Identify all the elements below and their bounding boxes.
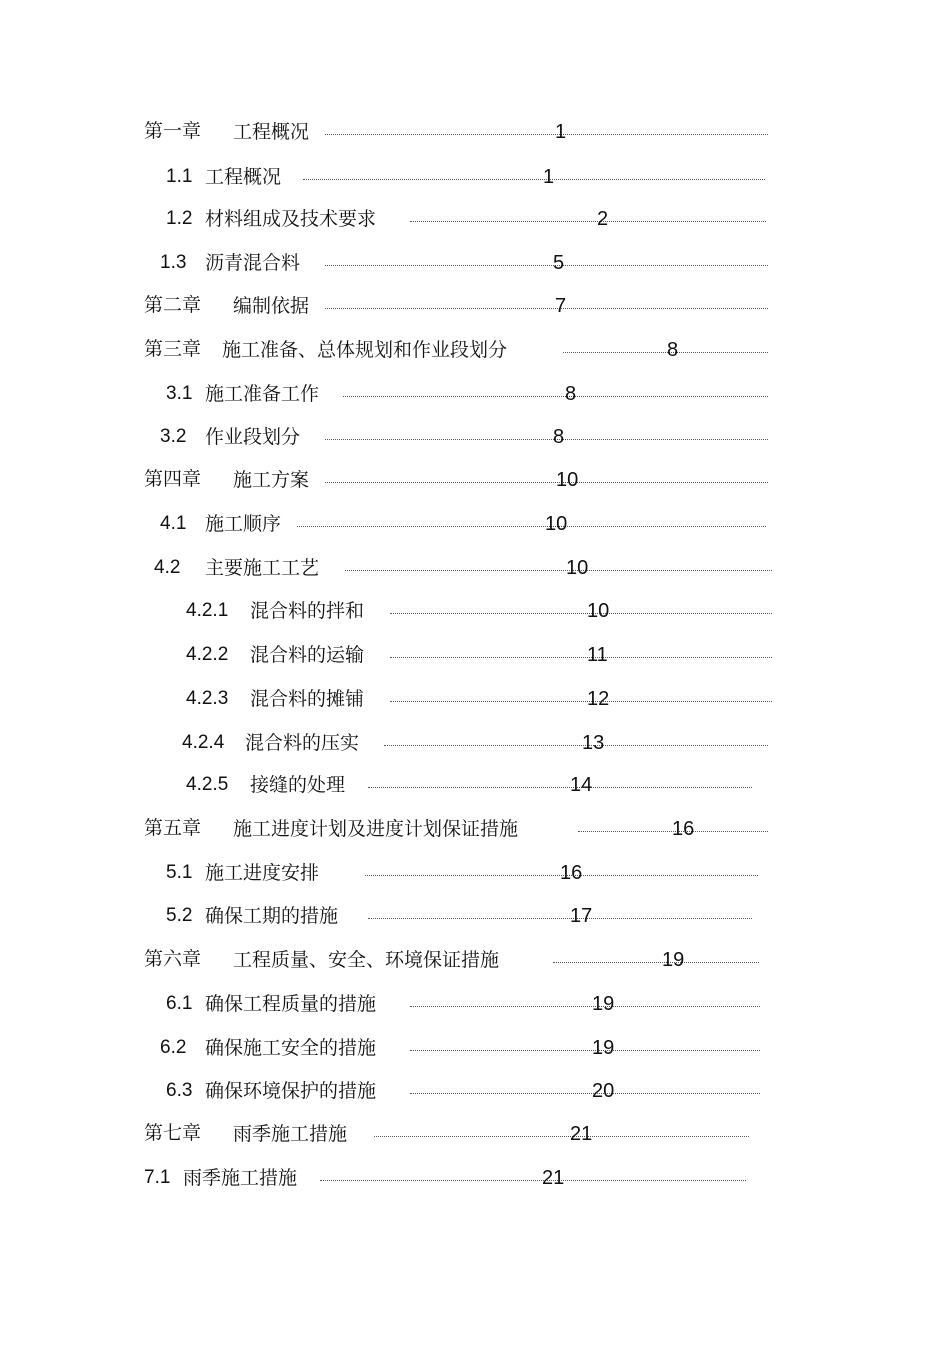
entry-number: 3.1 <box>166 383 193 404</box>
toc-entry <box>0 424 950 450</box>
entry-number: 3.2 <box>160 426 187 447</box>
entry-number: 第一章 <box>144 121 202 142</box>
entry-page: 10 <box>556 469 579 491</box>
toc-entry <box>0 642 950 668</box>
entry-page: 2 <box>597 208 609 230</box>
entry-number: 第三章 <box>144 339 202 360</box>
entry-number: 6.1 <box>166 993 193 1014</box>
toc-entry <box>0 119 950 145</box>
toc-entry <box>0 1035 950 1061</box>
entry-number: 第七章 <box>144 1123 202 1144</box>
dot-leader <box>325 439 768 440</box>
entry-title: 接缝的处理 <box>250 774 346 796</box>
entry-number: 第六章 <box>144 949 202 970</box>
entry-page: 14 <box>570 774 593 796</box>
entry-number: 1.3 <box>160 252 187 273</box>
entry-number: 第四章 <box>144 469 202 490</box>
toc-entry <box>0 991 950 1017</box>
dot-leader <box>410 221 766 222</box>
toc-entry <box>0 860 950 886</box>
entry-number: 4.2.3 <box>186 688 229 709</box>
entry-number: 7.1 <box>144 1167 171 1188</box>
toc-entry <box>0 686 950 712</box>
dot-leader <box>410 1050 760 1051</box>
entry-page: 10 <box>545 513 568 535</box>
toc-entry <box>0 903 950 929</box>
entry-title: 确保工期的措施 <box>205 905 339 927</box>
entry-page: 13 <box>582 732 605 754</box>
toc-entry <box>0 730 950 756</box>
entry-number: 6.2 <box>160 1037 187 1058</box>
toc-entry <box>0 598 950 624</box>
toc-entry <box>0 250 950 276</box>
entry-number: 5.2 <box>166 905 193 926</box>
entry-title: 确保施工安全的措施 <box>205 1037 377 1059</box>
entry-number: 6.3 <box>166 1080 193 1101</box>
dot-leader <box>325 482 768 483</box>
entry-number: 1.2 <box>166 208 193 229</box>
entry-page: 21 <box>570 1123 593 1145</box>
toc-entry <box>0 1165 950 1191</box>
toc-entry <box>0 467 950 493</box>
entry-number: 第五章 <box>144 818 202 839</box>
entry-title: 工程质量、安全、环境保证措施 <box>233 949 500 971</box>
entry-page: 19 <box>592 1037 615 1059</box>
entry-title: 工程概况 <box>205 166 282 188</box>
dot-leader <box>345 570 772 571</box>
toc-entry <box>0 164 950 190</box>
entry-title: 混合料的摊铺 <box>250 688 365 710</box>
entry-number: 4.2.5 <box>186 774 229 795</box>
entry-title: 施工方案 <box>233 469 310 491</box>
entry-number: 5.1 <box>166 862 193 883</box>
dot-leader <box>563 352 768 353</box>
entry-number: 1.1 <box>166 166 193 187</box>
entry-title: 确保工程质量的措施 <box>205 993 377 1015</box>
entry-number: 4.2.1 <box>186 600 229 621</box>
entry-title: 编制依据 <box>233 295 310 317</box>
dot-leader <box>325 265 768 266</box>
dot-leader <box>325 134 768 135</box>
entry-title: 施工顺序 <box>205 513 282 535</box>
entry-page: 16 <box>672 818 695 840</box>
dot-leader <box>368 787 752 788</box>
entry-title: 施工进度计划及进度计划保证措施 <box>233 818 519 840</box>
dot-leader <box>320 1180 746 1181</box>
dot-leader <box>410 1093 760 1094</box>
entry-page: 17 <box>570 905 593 927</box>
dot-leader <box>368 918 752 919</box>
entry-title: 沥青混合料 <box>205 252 301 274</box>
entry-page: 11 <box>587 644 608 666</box>
entry-title: 混合料的运输 <box>250 644 365 666</box>
entry-page: 12 <box>587 688 610 710</box>
entry-page: 1 <box>555 121 567 143</box>
dot-leader <box>325 308 768 309</box>
entry-page: 8 <box>565 383 577 405</box>
toc-entry <box>0 555 950 581</box>
entry-page: 10 <box>587 600 610 622</box>
entry-page: 10 <box>566 557 589 579</box>
toc-entry <box>0 206 950 232</box>
entry-number: 4.2.4 <box>182 732 225 753</box>
entry-page: 8 <box>553 426 565 448</box>
dot-leader <box>410 1006 760 1007</box>
dot-leader <box>384 745 768 746</box>
toc-entry <box>0 772 950 798</box>
entry-title: 雨季施工措施 <box>183 1167 298 1189</box>
entry-title: 混合料的压实 <box>245 732 360 754</box>
entry-title: 混合料的拌和 <box>250 600 365 622</box>
entry-number: 4.2.2 <box>186 644 229 665</box>
dot-leader <box>303 179 765 180</box>
toc-entry <box>0 816 950 842</box>
entry-title: 工程概况 <box>233 121 310 143</box>
dot-leader <box>390 613 772 614</box>
entry-number: 4.1 <box>160 513 187 534</box>
entry-page: 20 <box>592 1080 615 1102</box>
entry-title: 确保环境保护的措施 <box>205 1080 377 1102</box>
entry-page: 19 <box>592 993 615 1015</box>
toc-entry <box>0 293 950 319</box>
dot-leader <box>390 657 772 658</box>
entry-number: 4.2 <box>154 557 181 578</box>
entry-title: 施工准备工作 <box>205 383 320 405</box>
entry-page: 19 <box>662 949 685 971</box>
entry-page: 7 <box>555 295 567 317</box>
entry-page: 1 <box>543 166 555 188</box>
entry-title: 施工进度安排 <box>205 862 320 884</box>
toc-entry <box>0 381 950 407</box>
dot-leader <box>297 526 766 527</box>
entry-page: 5 <box>553 252 565 274</box>
dot-leader <box>553 962 759 963</box>
dot-leader <box>343 396 768 397</box>
entry-number: 第二章 <box>144 295 202 316</box>
entry-title: 雨季施工措施 <box>233 1123 348 1145</box>
entry-title: 施工准备、总体规划和作业段划分 <box>222 339 508 361</box>
toc-entry <box>0 1121 950 1147</box>
toc-entry <box>0 947 950 973</box>
entry-title: 作业段划分 <box>205 426 301 448</box>
toc-entry <box>0 337 950 363</box>
toc-entry <box>0 1078 950 1104</box>
entry-page: 8 <box>667 339 679 361</box>
dot-leader <box>374 1136 749 1137</box>
entry-title: 材料组成及技术要求 <box>205 208 377 230</box>
entry-page: 21 <box>542 1167 565 1189</box>
entry-page: 16 <box>560 862 583 884</box>
entry-title: 主要施工工艺 <box>205 557 320 579</box>
dot-leader <box>390 701 772 702</box>
toc-entry <box>0 511 950 537</box>
